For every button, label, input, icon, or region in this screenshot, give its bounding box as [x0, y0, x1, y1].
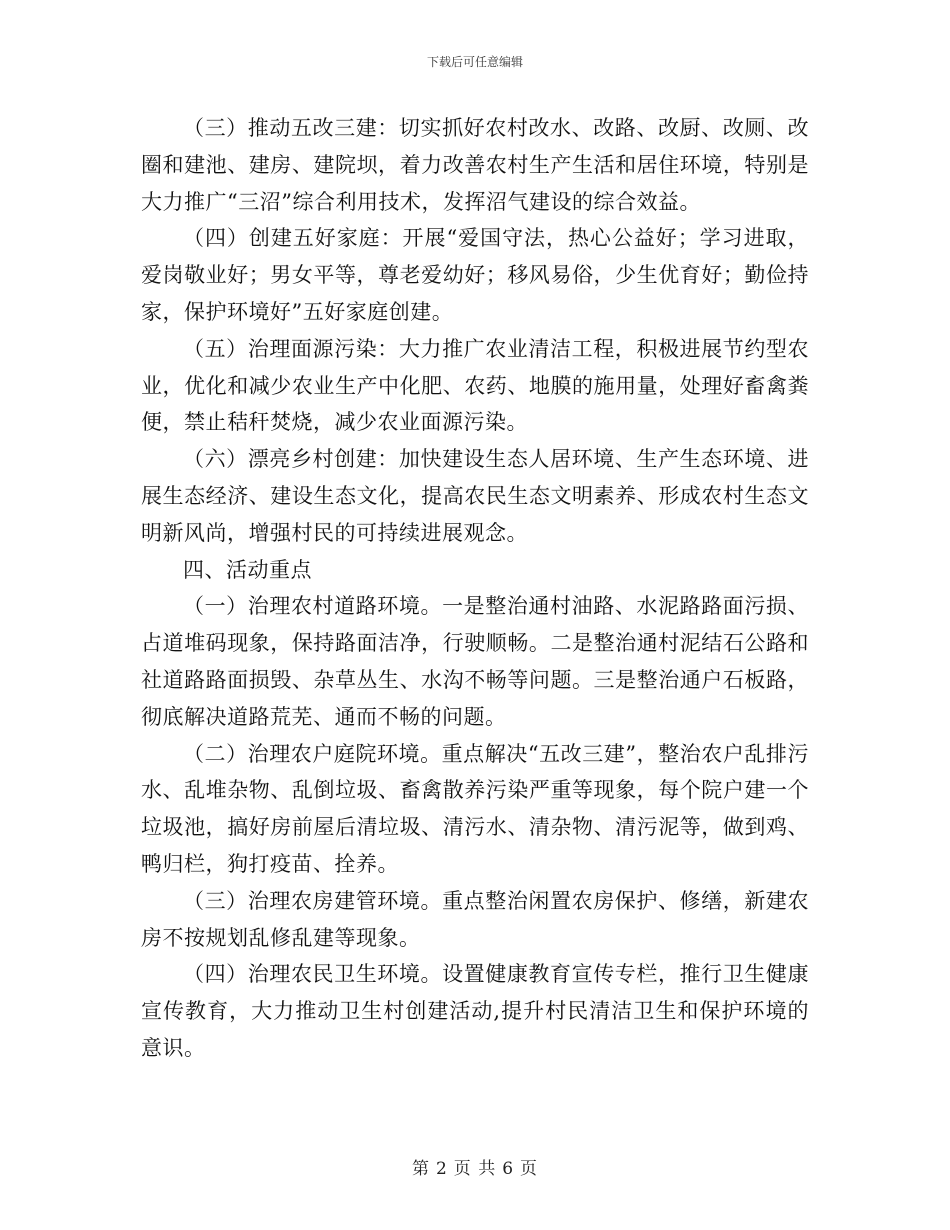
header-text: 下载后可任意编辑 — [426, 55, 523, 69]
paragraph-3-wugai-sanjian: （三）推动五改三建：切实抓好农村改水、改路、改厨、改厕、改圈和建池、建房、建院坝，着力改善农村生产生活和居住环境，特别是大力推广“三沼”综合利用技术，发挥沼气建设的综合效益。 — [141, 116, 809, 214]
footer-middle: 页 共 — [453, 1159, 497, 1179]
paragraph-6-piaoliang-xiangcun: （六）漂亮乡村创建：加快建设生态人居环境、生产生态环境、进展生态经济、建设生态文化，提高农民生态文明素养、形成农村生态文明新风尚，增强村民的可持续进展观念。 — [141, 447, 809, 545]
paragraph-4-hygiene-environment: （四）治理农民卫生环境。设置健康教育宣传专栏，推行卫生健康宣传教育，大力推动卫生村创建活动,提升村民清洁卫生和保护环境的意识。 — [141, 962, 809, 1060]
paragraph-5-mianyuan-wuran: （五）治理面源污染：大力推广农业清洁工程，积极进展节约型农业，优化和减少农业生产中化肥、农药、地膜的施用量，处理好畜禽粪便，禁止秸秆焚烧，减少农业面源污染。 — [141, 336, 809, 435]
section-heading-activity-focus: 四、活动重点 — [183, 557, 312, 582]
paragraph-1-road-environment: （一）治理农村道路环境。一是整治通村油路、水泥路路面污损、占道堆码现象，保持路面洁净，行驶顺畅。二是整治通村泥结石公路和社道路路面损毁、杂草丛生、水沟不畅等问题。三是整治通户石板路，彻底解决道路荒芜、通而不畅的问题。 — [141, 594, 809, 729]
document-body — [141, 110, 809, 1067]
page-footer — [0, 1154, 950, 1179]
footer-prefix: 第 — [411, 1159, 430, 1179]
current-page-number: 2 — [435, 1159, 448, 1179]
footer-suffix: 页 — [520, 1159, 539, 1179]
page-header — [0, 53, 950, 70]
paragraph-3-housing-environment: （三）治理农房建管环境。重点整治闲置农房保护、修缮，新建农房不按规划乱修乱建等现象。 — [141, 888, 809, 950]
paragraph-4-wuhao-jiating: （四）创建五好家庭：开展“爱国守法，热心公益好；学习进取，爱岗敬业好；男女平等，尊老爱幼好；移风易俗，少生优育好；勤俭持家，保护环境好”五好家庭创建。 — [141, 226, 809, 324]
total-pages-number: 6 — [502, 1159, 515, 1179]
paragraph-2-courtyard-environment: （二）治理农户庭院环境。重点解决“五改三建”，整治农户乱排污水、乱堆杂物、乱倒垃圾、畜禽散养污染严重等现象，每个院户建一个垃圾池，搞好房前屋后清垃圾、清污水、清杂物、清污泥等，做到鸡、鸭归栏，狗打疫苗、拴养。 — [141, 741, 809, 876]
